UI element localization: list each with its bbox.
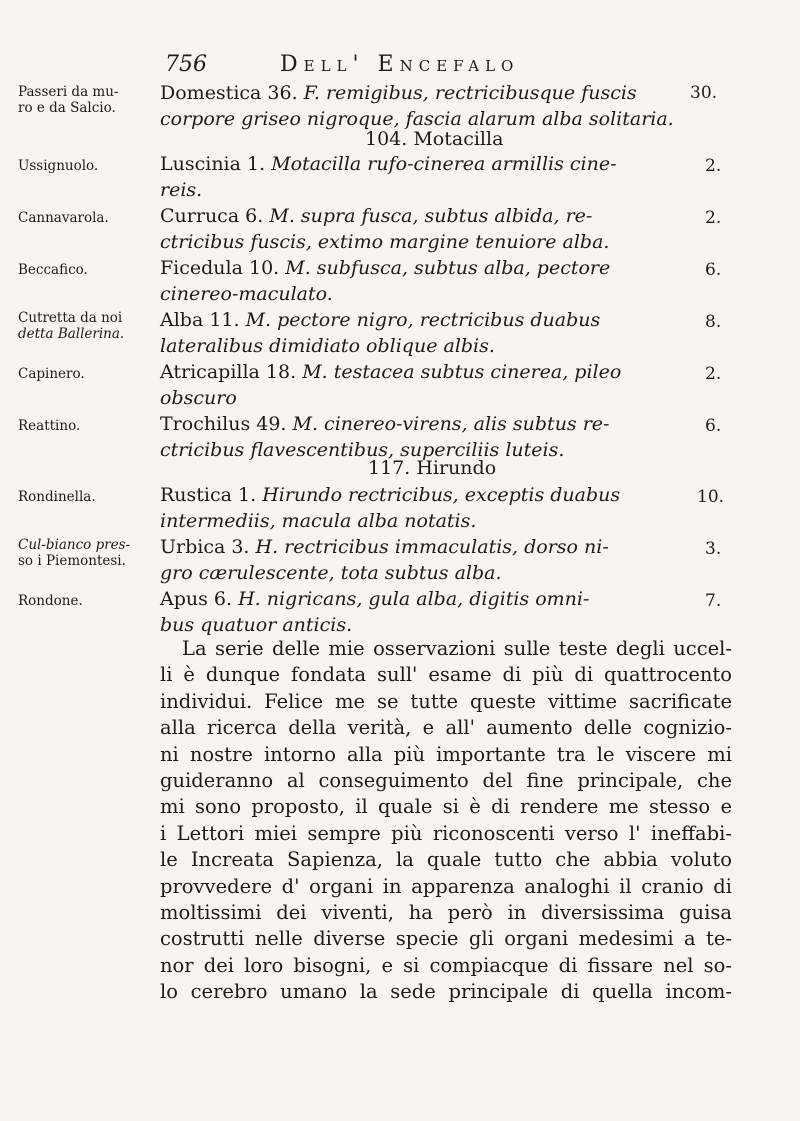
running-head: Dell' Encefalo (280, 52, 520, 77)
common-name: Passeri da mu- ro e da Salcio. (18, 84, 119, 116)
description-continued: corpore griseo nigroque, fascia alarum alba solitaria. (160, 108, 674, 130)
page-number: 756 (165, 52, 207, 77)
paragraph-line: provvedere d' organi in apparenza analoghi il cranio di (160, 874, 732, 898)
genus-heading: 104. Motacilla (365, 128, 504, 150)
paragraph-line: La serie delle mie osservazioni sulle teste degli uccel- (182, 637, 732, 660)
paragraph-line: le Increata Sapienza, la quale tutto che abbia voluto (160, 848, 732, 872)
paragraph-line: costrutti nelle diverse specie gli organi medesimi a te- (160, 927, 732, 951)
specimen-count: 30. (690, 83, 718, 103)
paragraph-line: individui. Felice me se tutte queste vittime sacrificate (160, 689, 732, 713)
paragraph-line: lo cerebro umano la sede principale di quella incom- (160, 980, 732, 1004)
paragraph-line: mi sono proposto, il quale si è di rendere me stesso e (160, 795, 732, 819)
description: F. remigibus, rectricibusque fuscis (303, 82, 637, 104)
paragraph-line: guideranno al conseguimento del fine principale, che (160, 769, 732, 793)
body-paragraph (160, 636, 732, 1006)
paragraph-line: alla ricerca della verità, e all' aumento delle cognizio- (160, 716, 732, 740)
paragraph-line: nor dei loro bisogni, e si compiacque di fissare nel so- (160, 953, 732, 977)
paragraph-line: ni nostre intorno alla più importante tra le viscere mi (160, 742, 732, 766)
paragraph-line: moltissimi dei viventi, ha però in diversissima guisa (160, 901, 732, 925)
paragraph-line: i Lettori miei sempre più riconoscenti verso l' ineffabi- (160, 821, 732, 845)
latin-name: Domestica 36. (160, 82, 298, 104)
paragraph-line: li è dunque fondata sull' esame di più di quattrocento (160, 663, 732, 687)
book-page: 756 Dell' Encefalo Passeri da mu- ro e da Salcio. Domestica 36. F. remigibus, rectricibusque fuscis corpore griseo nigroque, fascia alarum alba solitaria. 30. 104. Motacilla Ussignuolo. Luscinia 1. Motacilla rufo-cinerea armillis cine- reis. 2. Cannavarola. Curruca 6. M. supra fusca, subtus albida, re- ctricibus fuscis, extimo margine tenuiore alba. 2. Beccafico. Ficedula 10. M. subfusca, subtus alba, pectore cinereo-maculato. 6. Cutretta da noi detta Ballerina. Alba 11. M. pectore nigro, rectricibus duabus lateralibus dimidiato oblique albis. 8. Capinero. Atricapilla 18. M. testacea subtus cinerea, pileo obscuro 2. Reattino. Trochilus 49. M. cinereo-virens, alis subtus re- ctricibus flavescentibus, superciliis luteis. 6. 117. Hirundo Rondinella. Rustica 1. Hirundo rectricibus, exceptis duabus intermediis, macula alba notatis. 10. Cul-bianco pres- so i Piemontesi. Urbica 3. H. rectricibus immaculatis, dorso ni- gro cærulescente, tota subtus alba. 3. Rondone. Apus 6. H. nigricans, gula alba, digitis omni- bus quatuor anticis. 7. La serie delle mie osservazioni sulle teste degli uccel- li è dunque fondata sull' esame di più di quattrocento individui. Felice me se tutte queste vittime sacrificate alla ricerca della verità, e all' aumento delle cognizio- ni nostre intorno alla più importante tra le viscere mi guideranno al conseguimento del fine principale, che mi sono proposto, il quale si è di rendere me stesso e i Lettori miei sempre più riconoscenti verso l' ineffabi- le Increata Sapienza, la quale tutto che abbia voluto provvedere d' organi in apparenza analoghi il cranio di moltissimi dei viventi, ha però in diversissima guisa costrutti nelle diverse specie gli organi medesimi a te- nor dei loro bisogni, e si compiacque di fissare nel so- lo cerebro umano la sede principale di quella incom- (0, 0, 800, 1121)
genus-heading: 117. Hirundo (368, 457, 497, 479)
